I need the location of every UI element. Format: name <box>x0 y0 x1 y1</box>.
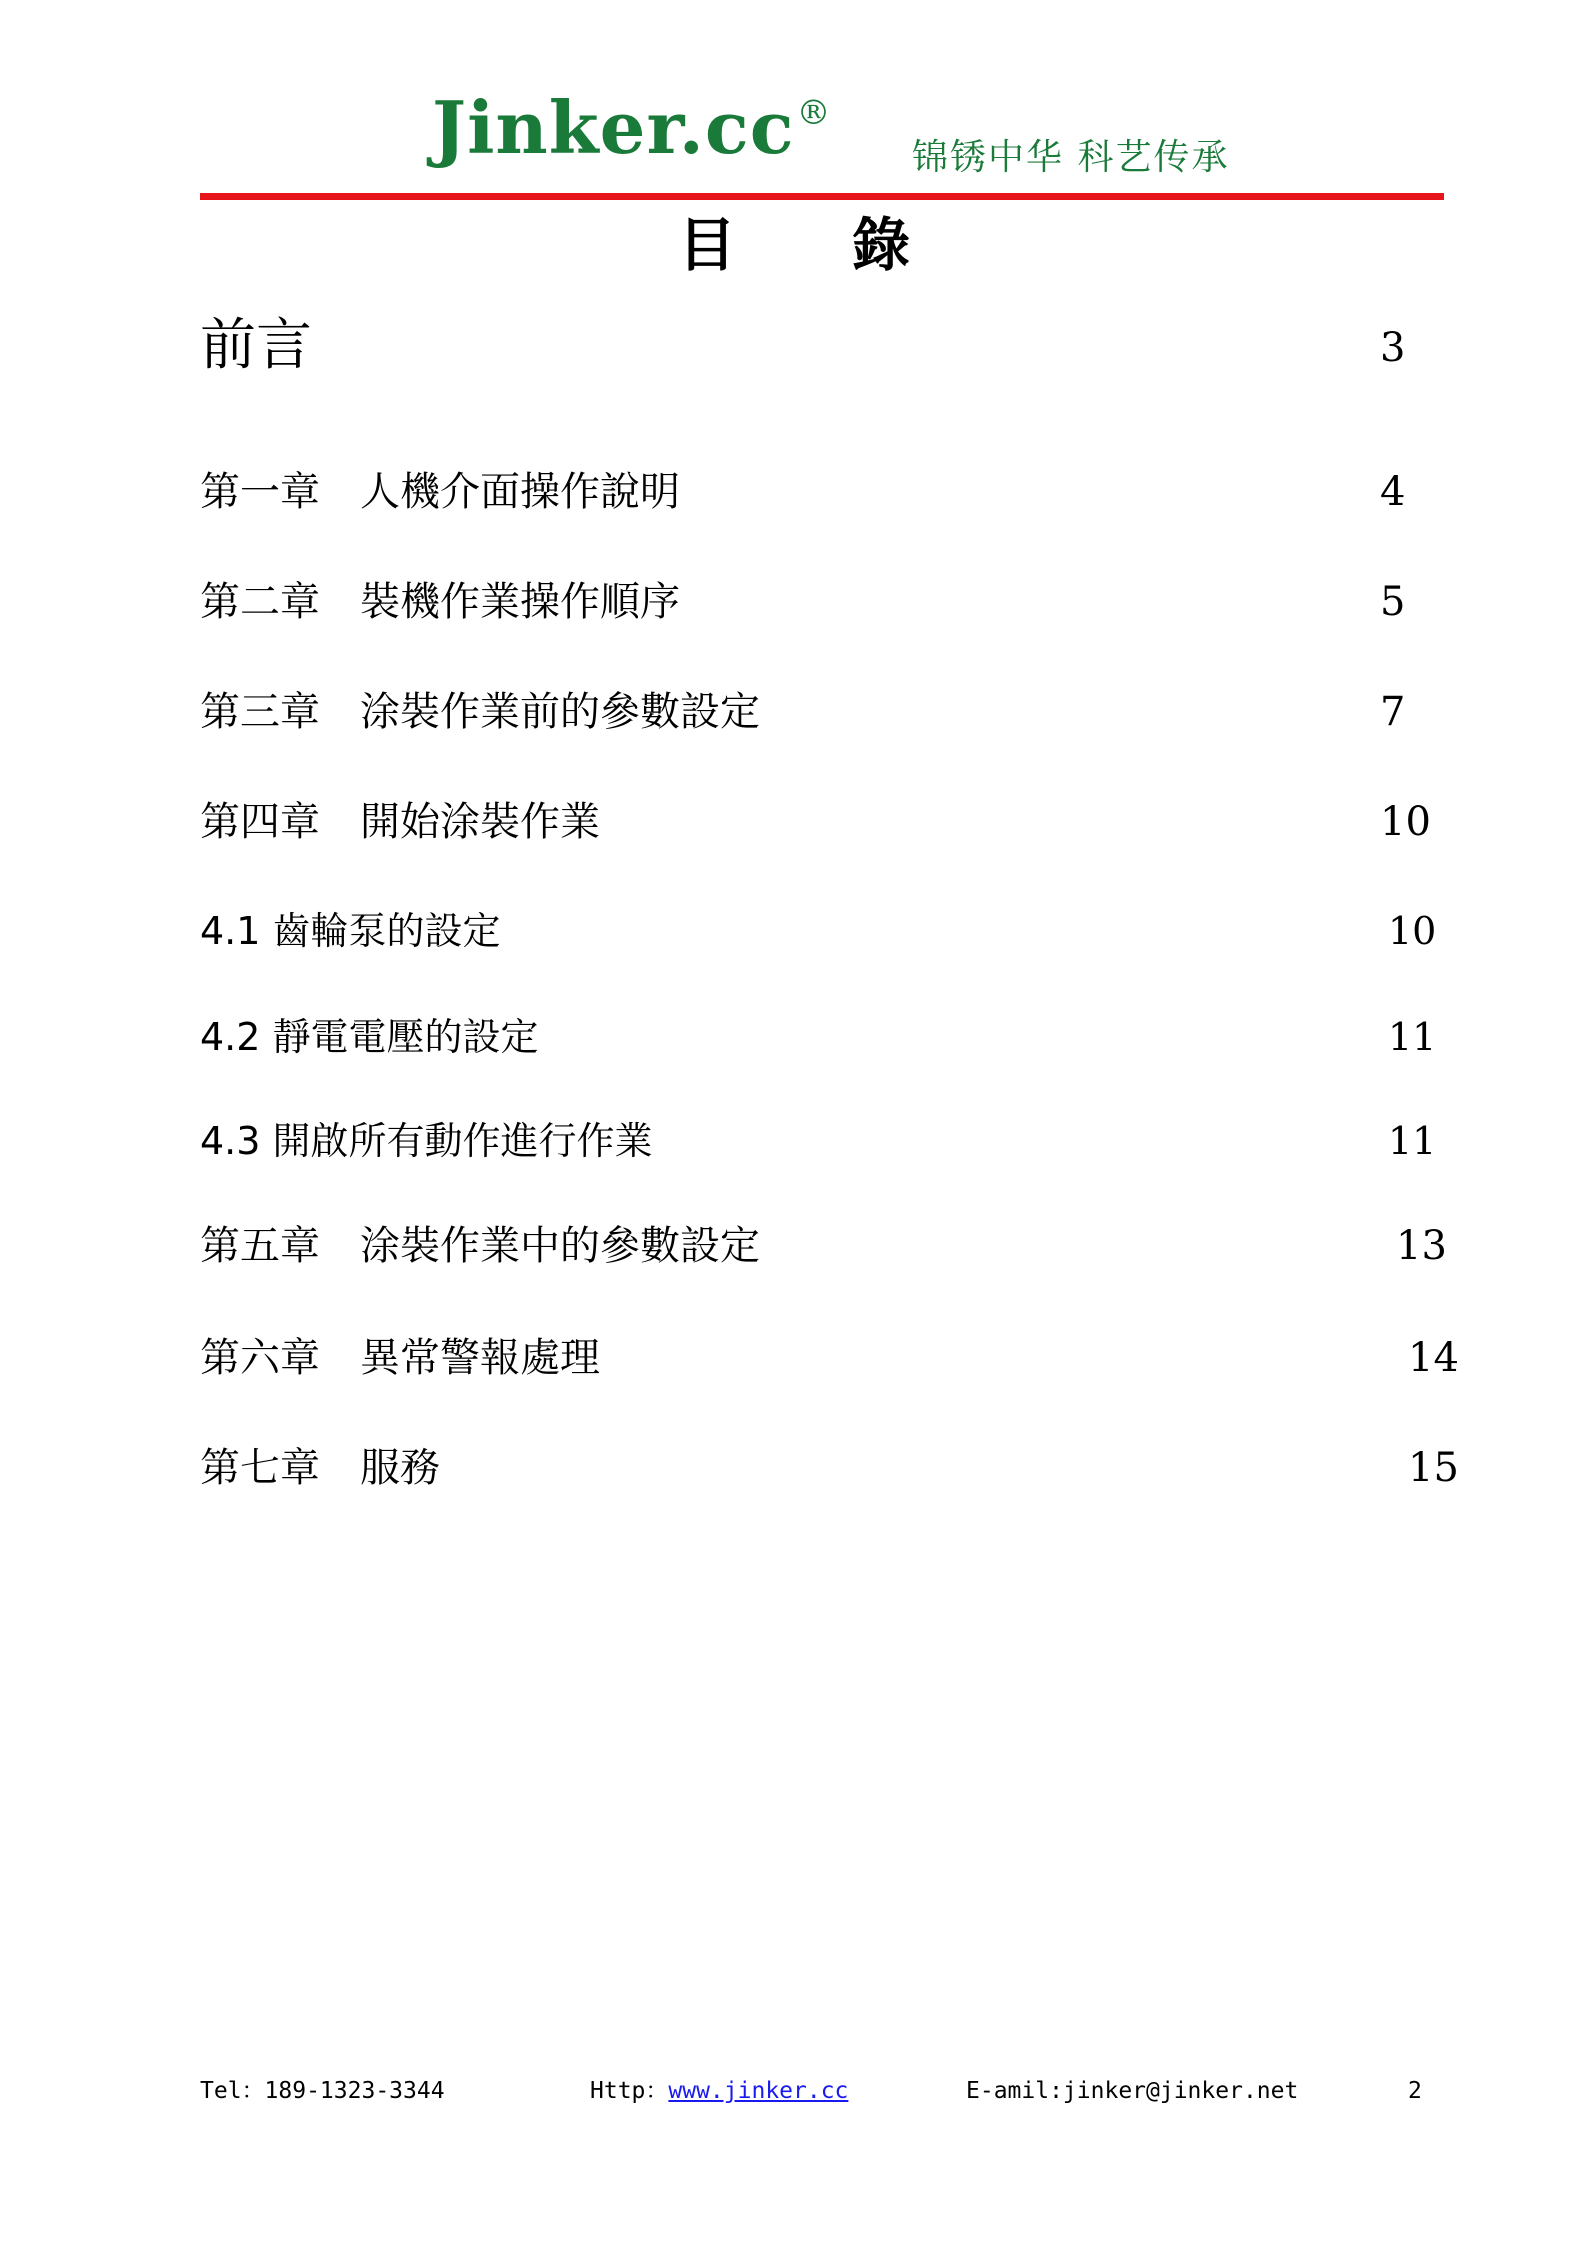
toc-entry-page: 10 <box>1380 799 1431 845</box>
header-slogan: 锦锈中华 科艺传承 <box>912 137 1230 178</box>
toc-entry-label: 4.3 開啟所有動作進行作業 <box>200 1119 653 1163</box>
toc-entry-page: 4 <box>1380 469 1406 515</box>
toc-entry-chapter-1[interactable] <box>200 432 1444 515</box>
footer-website-label: Http： <box>590 2078 669 2104</box>
toc-entry-label: 第四章 開始涂裝作業 <box>200 799 600 845</box>
header-divider <box>200 193 1444 200</box>
toc-entry-label: 第三章 涂裝作業前的參數設定 <box>200 689 760 735</box>
registered-mark: ® <box>796 93 832 133</box>
toc-entry-page: 5 <box>1380 579 1406 625</box>
toc-entry-label: 4.1 齒輪泵的設定 <box>200 909 501 953</box>
toc-entry-page: 15 <box>1408 1445 1459 1491</box>
toc-entry-page: 11 <box>1388 1119 1437 1163</box>
toc-entry-page: 11 <box>1388 1015 1437 1059</box>
footer-phone: Tel：189-1323-3344 <box>200 2078 445 2104</box>
toc-entry-chapter-3[interactable] <box>200 652 1444 735</box>
toc-entry-page: 14 <box>1408 1335 1459 1381</box>
footer-email: E-amil:jinker@jinker.net <box>966 2078 1299 2104</box>
toc-entry-label: 第二章 裝機作業操作順序 <box>200 579 680 625</box>
toc-entry-chapter-6[interactable] <box>200 1298 1459 1381</box>
toc-entry-section-4-3[interactable] <box>200 1080 1444 1163</box>
logo-text: Jinker.cc <box>432 85 795 170</box>
toc-entry-chapter-4[interactable] <box>200 762 1444 845</box>
toc-entry-section-4-2[interactable] <box>200 976 1444 1059</box>
toc-entry-label: 前言 <box>200 313 312 378</box>
toc-entry-label: 第七章 服務 <box>200 1445 440 1491</box>
brand-logo <box>432 85 832 170</box>
website-link[interactable]: www.jinker.cc <box>668 2078 849 2104</box>
toc-entry-page: 13 <box>1396 1223 1447 1269</box>
footer-website <box>590 2080 848 2103</box>
toc-entry-label: 第一章 人機介面操作說明 <box>200 469 680 515</box>
toc-entry-page: 7 <box>1380 689 1406 735</box>
page-number: 2 <box>1408 2078 1422 2104</box>
toc-entry-page: 3 <box>1380 325 1406 371</box>
toc-entry-label: 4.2 靜電電壓的設定 <box>200 1015 539 1059</box>
toc-entry-preface[interactable] <box>200 294 1444 378</box>
page-title: 目 錄 <box>677 211 910 279</box>
toc-entry-page: 10 <box>1388 909 1437 953</box>
toc-entry-section-4-1[interactable] <box>200 870 1444 953</box>
toc-entry-chapter-7[interactable] <box>200 1408 1459 1491</box>
toc-entry-label: 第六章 異常警報處理 <box>200 1335 600 1381</box>
toc-entry-label: 第五章 涂裝作業中的參數設定 <box>200 1223 760 1269</box>
toc-entry-chapter-2[interactable] <box>200 542 1444 625</box>
toc-entry-chapter-5[interactable] <box>200 1186 1447 1269</box>
